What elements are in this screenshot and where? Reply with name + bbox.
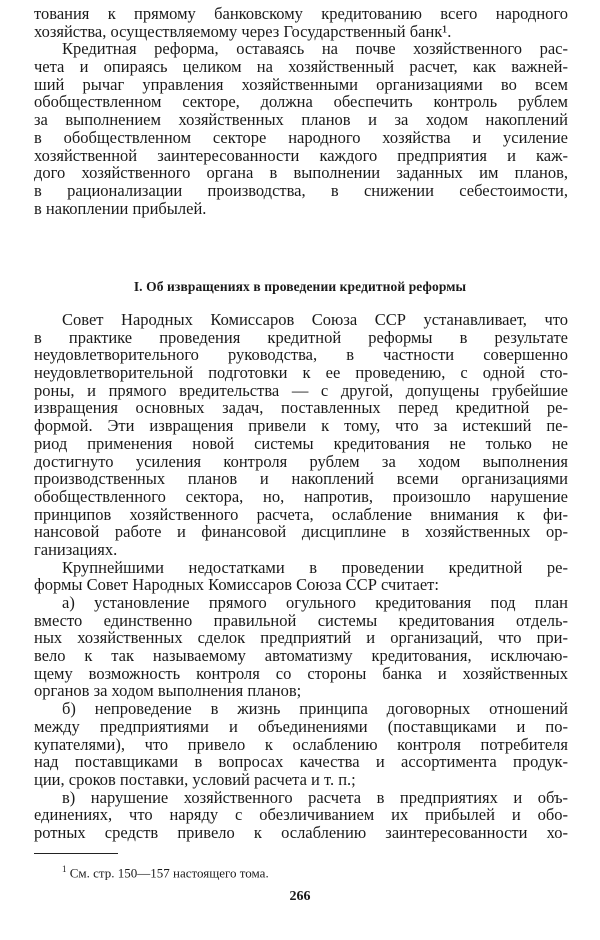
text-line: в накоплении прибылей. — [34, 198, 207, 218]
text-line: Кредитная реформа, оставаясь на почве хозяйственного рас- — [62, 39, 568, 59]
text-line: формой. Эти извращения привели к тому, что за истекший пе- — [34, 416, 568, 436]
paragraph — [34, 559, 568, 594]
footnote-divider — [34, 853, 118, 854]
text-line: ганизациях. — [34, 539, 118, 559]
text-line: в рационализации производства, в снижении себестоимости, — [34, 180, 568, 200]
text-line: принципов хозяйственного расчета, ослабление внимания к фи- — [34, 504, 568, 524]
page-number: 266 — [289, 889, 311, 904]
text-line: б) непроведение в жизнь принципа договорных отношений — [62, 699, 568, 719]
text-line: чета и опираясь целиком на хозяйственный расчет, как важней- — [34, 57, 568, 77]
text-line: ции, сроков поставки, условий расчета и т. п.; — [34, 769, 356, 789]
text-line: за выполнением хозяйственных планов и за ходом накоплений — [34, 110, 568, 130]
text-line: между предприятиями и объединениями (поставщиками и по- — [34, 716, 568, 736]
text-line: вместо единственно правильной системы кредитования отдель- — [34, 610, 568, 630]
section-2-text — [34, 311, 568, 842]
text-line: ротных средств привело к ослаблению заинтересованности хо- — [34, 822, 568, 842]
section-1-text — [34, 5, 568, 217]
paragraph — [34, 311, 568, 559]
paragraph — [34, 700, 568, 788]
paragraph — [34, 594, 568, 700]
text-line: формы Совет Народных Комиссаров Союза ССР считает: — [34, 575, 439, 595]
text-line: неудовлетворительной подготовки к ее проведению, с одной сто- — [34, 363, 568, 383]
text-line: единениях, что наряду с обезличиванием их прибылей и обо- — [34, 805, 568, 825]
section-heading: I. Об извращениях в проведении кредитной реформы — [133, 279, 467, 294]
text-line: хозяйственной заинтересованности каждого предприятия и каж- — [34, 145, 568, 165]
text-line: извращения основных задач, поставленных перед кредитной ре- — [34, 398, 568, 418]
text-line: в практике проведения кредитной реформы в результате — [34, 327, 568, 347]
footnote-marker: 1 — [62, 864, 67, 874]
text-line: в) нарушение хозяйственного расчета в предприятиях и объ- — [62, 787, 568, 807]
text-line: а) установление прямого огульного кредитования под план — [62, 593, 568, 612]
text-line: вело к так называемому автоматизму кредитования, исключаю- — [34, 646, 568, 666]
text-line: органов за ходом выполнения планов; — [34, 681, 302, 701]
paragraph — [34, 789, 568, 842]
text-line: достигнуто усиления контроля рублем за ходом выполнения — [34, 451, 568, 471]
text-line: роны, и прямого вредительства — с другой, допущены грубейшие — [34, 380, 568, 400]
paragraph — [34, 40, 568, 217]
footnote — [62, 861, 269, 881]
text-line: обобществленного сектора, но, напротив, произошло нарушение — [34, 486, 568, 506]
paragraph — [34, 5, 568, 40]
text-line: хозяйства, осуществляемому через Государственный банк¹. — [34, 21, 452, 41]
text-line: Совет Народных Комиссаров Союза ССР устанавливает, что — [62, 310, 568, 329]
text-line: нансовой работе и финансовой дисциплине в хозяйственных ор- — [34, 522, 568, 542]
footnote-text: См. стр. 150—157 настоящего тома. — [69, 865, 269, 881]
text-line: над поставщиками в вопросах качества и ассортимента продук- — [34, 752, 568, 772]
text-line: Крупнейшими недостатками в проведении кредитной ре- — [62, 557, 568, 577]
text-line: ший рычаг управления хозяйственными организациями во всем — [34, 74, 568, 94]
text-line: неудовлетворительного руководства, в частности совершенно — [34, 345, 568, 365]
text-line: в обобществленном секторе народного хозяйства и усиление — [34, 127, 568, 147]
text-line: дого хозяйственного органа в выполнении заданных им планов, — [34, 163, 568, 183]
text-line: щему возможность контроля со стороны банка и хозяйственных — [34, 663, 568, 683]
text-line: риод применения новой системы кредитования не только не — [34, 433, 568, 453]
text-line: производственных планов и накоплений всеми организациями — [34, 469, 568, 489]
text-line: тования к прямому банковскому кредитованию всего народного — [34, 4, 568, 23]
text-line: ных хозяйственных сделок предприятий и организаций, что при- — [34, 628, 568, 648]
text-line: купателями), что привело к ослаблению контроля потребителя — [34, 734, 568, 754]
text-line: обобществленном секторе, должна обеспечить контроль рублем — [34, 92, 568, 112]
